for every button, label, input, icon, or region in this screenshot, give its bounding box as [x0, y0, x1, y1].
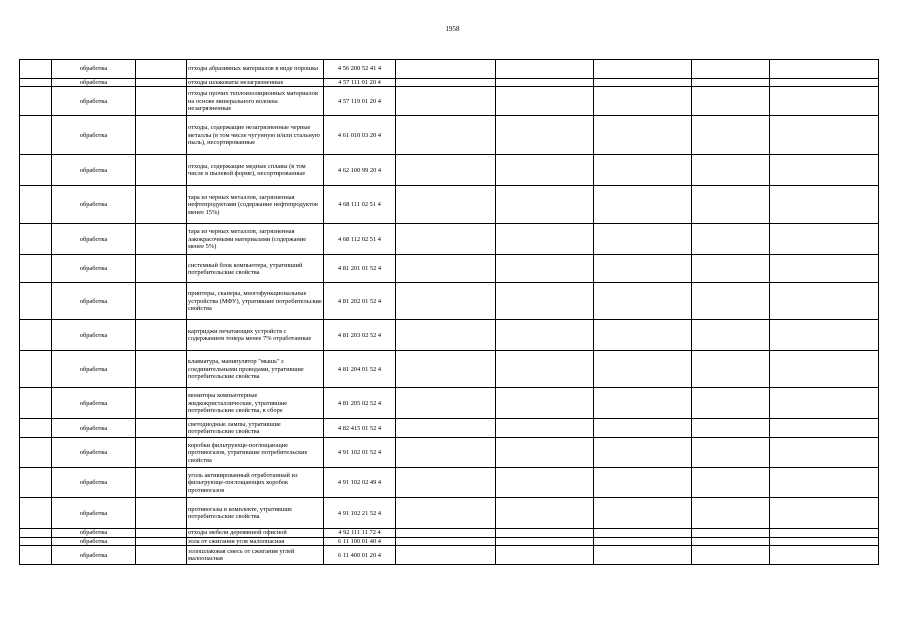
empty-cell [770, 155, 879, 186]
empty-cell [20, 546, 52, 565]
empty-cell [770, 498, 879, 529]
table-row [20, 255, 879, 283]
empty-cell [396, 529, 496, 537]
empty-cell [594, 419, 692, 438]
empty-cell [136, 186, 187, 224]
empty-cell [496, 537, 594, 545]
empty-cell [770, 87, 879, 116]
empty-cell [770, 529, 879, 537]
empty-cell [770, 320, 879, 351]
empty-cell [692, 546, 770, 565]
empty-cell [396, 468, 496, 498]
empty-cell [692, 537, 770, 545]
waste-name-cell: светодиодные лампы, утратившие потребительские свойства [187, 419, 324, 438]
empty-cell [136, 498, 187, 529]
waste-name-cell: отходы, содержащие незагрязненные черные металлы (в том числе чугунную и/или стальную пыль), несортированные [187, 116, 324, 155]
empty-cell [20, 320, 52, 351]
empty-cell [496, 79, 594, 87]
empty-cell [692, 186, 770, 224]
empty-cell [770, 255, 879, 283]
waste-table [19, 59, 879, 565]
empty-cell [136, 283, 187, 320]
table-row [20, 529, 879, 537]
fkko-code-cell: 4 56 200 52 41 4 [324, 60, 396, 79]
empty-cell [770, 468, 879, 498]
fkko-code-cell: 6 11 100 01 40 4 [324, 537, 396, 545]
empty-cell [496, 60, 594, 79]
table-row [20, 388, 879, 419]
empty-cell [496, 419, 594, 438]
empty-cell [594, 320, 692, 351]
waste-name-cell: мониторы компьютерные жидкокристаллические, утратившие потребительские свойства, в сборе [187, 388, 324, 419]
fkko-code-cell: 4 57 111 01 20 4 [324, 79, 396, 87]
fkko-code-cell: 4 91 102 02 49 4 [324, 468, 396, 498]
operation-cell: обработка [52, 186, 136, 224]
empty-cell [594, 468, 692, 498]
waste-name-cell: тара из черных металлов, загрязненная лакокрасочными материалами (содержание менее 5%) [187, 224, 324, 255]
empty-cell [770, 79, 879, 87]
table-row [20, 87, 879, 116]
empty-cell [20, 186, 52, 224]
waste-name-cell: тара из черных металлов, загрязненная нефтепродуктами (содержание нефтепродуктов менее 15%) [187, 186, 324, 224]
empty-cell [692, 498, 770, 529]
empty-cell [770, 60, 879, 79]
empty-cell [396, 320, 496, 351]
empty-cell [496, 351, 594, 388]
empty-cell [136, 224, 187, 255]
empty-cell [692, 255, 770, 283]
empty-cell [136, 388, 187, 419]
empty-cell [594, 155, 692, 186]
empty-cell [594, 186, 692, 224]
empty-cell [692, 320, 770, 351]
empty-cell [396, 419, 496, 438]
empty-cell [396, 155, 496, 186]
operation-cell: обработка [52, 438, 136, 468]
empty-cell [594, 255, 692, 283]
fkko-code-cell: 4 57 119 01 20 4 [324, 87, 396, 116]
table-row [20, 79, 879, 87]
empty-cell [692, 419, 770, 438]
page-number: 1958 [445, 25, 460, 33]
empty-cell [20, 438, 52, 468]
empty-cell [20, 87, 52, 116]
operation-cell: обработка [52, 79, 136, 87]
fkko-code-cell: 6 11 400 01 20 4 [324, 546, 396, 565]
empty-cell [20, 116, 52, 155]
table-body [20, 60, 879, 565]
empty-cell [20, 498, 52, 529]
table-row [20, 546, 879, 565]
empty-cell [20, 79, 52, 87]
operation-cell: обработка [52, 529, 136, 537]
empty-cell [770, 537, 879, 545]
empty-cell [136, 468, 187, 498]
operation-cell: обработка [52, 60, 136, 79]
table-row [20, 498, 879, 529]
empty-cell [20, 155, 52, 186]
empty-cell [20, 351, 52, 388]
fkko-code-cell: 4 92 111 11 72 4 [324, 529, 396, 537]
empty-cell [20, 224, 52, 255]
empty-cell [136, 529, 187, 537]
empty-cell [496, 468, 594, 498]
table-row [20, 116, 879, 155]
fkko-code-cell: 4 82 415 01 52 4 [324, 419, 396, 438]
fkko-code-cell: 4 81 205 02 52 4 [324, 388, 396, 419]
fkko-code-cell: 4 91 102 21 52 4 [324, 498, 396, 529]
empty-cell [594, 537, 692, 545]
waste-name-cell: коробки фильтрующе-поглощающие противогазов, утратившие потребительские свойства [187, 438, 324, 468]
table-row [20, 224, 879, 255]
empty-cell [496, 87, 594, 116]
table-row [20, 468, 879, 498]
empty-cell [594, 529, 692, 537]
empty-cell [396, 388, 496, 419]
empty-cell [594, 87, 692, 116]
operation-cell: обработка [52, 283, 136, 320]
empty-cell [692, 87, 770, 116]
empty-cell [692, 388, 770, 419]
empty-cell [396, 186, 496, 224]
empty-cell [692, 351, 770, 388]
empty-cell [496, 255, 594, 283]
empty-cell [770, 388, 879, 419]
operation-cell: обработка [52, 351, 136, 388]
waste-name-cell: противогазы в комплекте, утратившие потребительские свойства [187, 498, 324, 529]
empty-cell [136, 155, 187, 186]
waste-name-cell: отходы мебели деревянной офисной [187, 529, 324, 537]
empty-cell [136, 116, 187, 155]
empty-cell [136, 79, 187, 87]
fkko-code-cell: 4 81 202 01 52 4 [324, 283, 396, 320]
empty-cell [136, 438, 187, 468]
operation-cell: обработка [52, 546, 136, 565]
table-row [20, 537, 879, 545]
empty-cell [770, 116, 879, 155]
fkko-code-cell: 4 81 201 01 52 4 [324, 255, 396, 283]
table-row [20, 419, 879, 438]
operation-cell: обработка [52, 255, 136, 283]
empty-cell [396, 224, 496, 255]
empty-cell [594, 388, 692, 419]
table-row [20, 438, 879, 468]
empty-cell [692, 468, 770, 498]
empty-cell [396, 546, 496, 565]
empty-cell [770, 546, 879, 565]
empty-cell [594, 546, 692, 565]
empty-cell [692, 79, 770, 87]
empty-cell [136, 546, 187, 565]
empty-cell [396, 438, 496, 468]
empty-cell [396, 60, 496, 79]
empty-cell [396, 255, 496, 283]
waste-name-cell: клавиатура, манипулятор "мышь" с соединительными проводами, утратившие потребительские свойства [187, 351, 324, 388]
empty-cell [692, 283, 770, 320]
empty-cell [692, 438, 770, 468]
empty-cell [20, 60, 52, 79]
empty-cell [20, 283, 52, 320]
empty-cell [136, 87, 187, 116]
empty-cell [692, 155, 770, 186]
empty-cell [136, 60, 187, 79]
operation-cell: обработка [52, 116, 136, 155]
waste-name-cell: уголь активированный отработанный из фильтрующе-поглощающих коробок противогазов [187, 468, 324, 498]
empty-cell [594, 283, 692, 320]
empty-cell [396, 351, 496, 388]
empty-cell [496, 546, 594, 565]
empty-cell [692, 224, 770, 255]
operation-cell: обработка [52, 388, 136, 419]
fkko-code-cell: 4 91 102 01 52 4 [324, 438, 396, 468]
empty-cell [496, 224, 594, 255]
empty-cell [396, 116, 496, 155]
empty-cell [770, 224, 879, 255]
empty-cell [692, 116, 770, 155]
operation-cell: обработка [52, 224, 136, 255]
fkko-code-cell: 4 62 100 99 20 4 [324, 155, 396, 186]
operation-cell: обработка [52, 468, 136, 498]
waste-name-cell: зола от сжигания угля малоопасная [187, 537, 324, 545]
table-row [20, 186, 879, 224]
empty-cell [692, 60, 770, 79]
table-row [20, 351, 879, 388]
waste-name-cell: отходы абразивных материалов в виде порошка [187, 60, 324, 79]
empty-cell [594, 116, 692, 155]
empty-cell [496, 155, 594, 186]
empty-cell [692, 529, 770, 537]
operation-cell: обработка [52, 419, 136, 438]
waste-name-cell: принтеры, сканеры, многофункциональные устройства (МФУ), утратившие потребительские свойства [187, 283, 324, 320]
empty-cell [496, 529, 594, 537]
empty-cell [496, 388, 594, 419]
empty-cell [136, 537, 187, 545]
empty-cell [396, 79, 496, 87]
empty-cell [496, 320, 594, 351]
table-row [20, 320, 879, 351]
waste-name-cell: картриджи печатающих устройств с содержанием тонера менее 7% отработанные [187, 320, 324, 351]
empty-cell [594, 60, 692, 79]
fkko-code-cell: 4 81 204 01 52 4 [324, 351, 396, 388]
empty-cell [20, 419, 52, 438]
empty-cell [770, 351, 879, 388]
empty-cell [136, 351, 187, 388]
operation-cell: обработка [52, 87, 136, 116]
empty-cell [20, 529, 52, 537]
empty-cell [136, 255, 187, 283]
fkko-code-cell: 4 81 203 02 52 4 [324, 320, 396, 351]
operation-cell: обработка [52, 537, 136, 545]
waste-name-cell: отходы прочих теплоизоляционных материалов на основе минерального волокна незагрязненные [187, 87, 324, 116]
empty-cell [770, 438, 879, 468]
empty-cell [496, 438, 594, 468]
table-row [20, 283, 879, 320]
empty-cell [396, 537, 496, 545]
empty-cell [594, 351, 692, 388]
empty-cell [496, 498, 594, 529]
empty-cell [594, 79, 692, 87]
empty-cell [496, 283, 594, 320]
waste-name-cell: отходы, содержащие медные сплавы (в том числе в пылевой форме), несортированные [187, 155, 324, 186]
empty-cell [594, 438, 692, 468]
empty-cell [770, 419, 879, 438]
empty-cell [594, 224, 692, 255]
fkko-code-cell: 4 61 010 03 20 4 [324, 116, 396, 155]
empty-cell [496, 116, 594, 155]
empty-cell [20, 388, 52, 419]
fkko-code-cell: 4 68 112 02 51 4 [324, 224, 396, 255]
waste-name-cell: системный блок компьютера, утративший потребительские свойства [187, 255, 324, 283]
table-row [20, 60, 879, 79]
operation-cell: обработка [52, 320, 136, 351]
empty-cell [136, 320, 187, 351]
empty-cell [496, 186, 594, 224]
empty-cell [770, 186, 879, 224]
empty-cell [594, 498, 692, 529]
operation-cell: обработка [52, 498, 136, 529]
empty-cell [396, 87, 496, 116]
empty-cell [20, 255, 52, 283]
empty-cell [20, 468, 52, 498]
empty-cell [770, 283, 879, 320]
table-row [20, 155, 879, 186]
waste-name-cell: отходы шлаковаты незагрязненные [187, 79, 324, 87]
empty-cell [396, 498, 496, 529]
waste-name-cell: золошлаковая смесь от сжигания углей малоопасная [187, 546, 324, 565]
operation-cell: обработка [52, 155, 136, 186]
empty-cell [396, 283, 496, 320]
empty-cell [20, 537, 52, 545]
empty-cell [136, 419, 187, 438]
fkko-code-cell: 4 68 111 02 51 4 [324, 186, 396, 224]
